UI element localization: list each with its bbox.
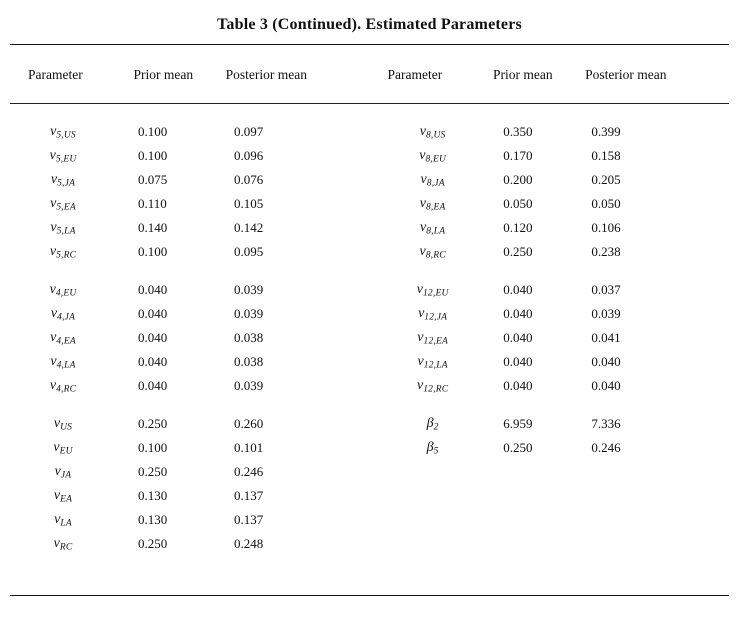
table-row — [10, 144, 384, 168]
table-row — [10, 532, 384, 556]
prior-mean-value: 0.040 — [138, 282, 168, 297]
table-row — [10, 484, 384, 508]
posterior-mean-value: 0.038 — [234, 330, 264, 345]
symbol-glyph: ν — [416, 281, 423, 297]
symbol-subscript: 12,EA — [423, 336, 448, 347]
prior-mean-value: 0.040 — [503, 354, 533, 369]
symbol-subscript: 8,EU — [425, 154, 447, 165]
parameter-symbol — [10, 220, 138, 237]
posterior-mean-value: 0.142 — [234, 220, 264, 235]
symbol-subscript: 4,LA — [56, 360, 76, 371]
symbol-glyph: ν — [420, 219, 427, 235]
table-row — [384, 302, 729, 326]
table-row — [384, 192, 729, 216]
table-row — [10, 412, 384, 436]
posterior-mean-value: 0.041 — [591, 330, 621, 345]
symbol-glyph: ν — [50, 353, 57, 369]
symbol-glyph: ν — [419, 195, 426, 211]
symbol-subscript: 8,LA — [426, 226, 446, 237]
posterior-mean-value: 0.399 — [591, 124, 621, 139]
prior-mean-value: 0.130 — [138, 488, 168, 503]
parameter-symbol — [10, 148, 138, 165]
table-row — [384, 436, 729, 460]
prior-mean-value: 6.959 — [503, 416, 533, 431]
prior-mean-value: 0.040 — [138, 378, 168, 393]
prior-mean-value: 0.040 — [503, 282, 533, 297]
symbol-subscript: EA — [60, 494, 73, 505]
symbol-glyph: β — [426, 439, 434, 455]
table-row — [384, 144, 729, 168]
table-right-panel — [384, 104, 729, 570]
prior-mean-value: 0.250 — [138, 416, 168, 431]
prior-mean-value: 0.040 — [138, 306, 168, 321]
posterior-mean-value: 0.076 — [234, 172, 264, 187]
parameter-symbol — [10, 306, 138, 323]
symbol-subscript: 5,US — [56, 130, 76, 141]
table-row — [384, 216, 729, 240]
table-row — [10, 374, 384, 398]
symbol-subscript: 4,JA — [57, 312, 76, 323]
table-bottom-rule-wrap — [0, 595, 739, 596]
table-row — [10, 120, 384, 144]
symbol-glyph: ν — [417, 353, 424, 369]
posterior-mean-value: 0.101 — [234, 440, 264, 455]
parameter-group — [384, 412, 729, 460]
symbol-glyph: ν — [419, 243, 426, 259]
symbol-subscript: RC — [59, 542, 73, 553]
posterior-mean-value: 0.040 — [591, 378, 621, 393]
table-row — [10, 460, 384, 484]
symbol-glyph: ν — [49, 243, 57, 259]
header-prior-right: Prior mean — [493, 67, 553, 82]
symbol-glyph: ν — [419, 123, 426, 139]
prior-mean-value: 0.100 — [138, 148, 168, 163]
prior-mean-value: 0.120 — [503, 220, 533, 235]
parameter-symbol — [10, 416, 138, 433]
table-left-panel — [10, 104, 384, 570]
parameter-symbol — [384, 244, 503, 261]
parameter-group — [384, 120, 729, 264]
posterior-mean-value: 0.039 — [234, 306, 264, 321]
parameter-symbol — [10, 196, 138, 213]
symbol-glyph: ν — [54, 463, 61, 479]
posterior-mean-value: 0.248 — [234, 536, 264, 551]
parameter-group — [10, 412, 384, 556]
prior-mean-value: 0.040 — [503, 378, 533, 393]
symbol-glyph: ν — [49, 377, 57, 393]
parameter-symbol — [10, 124, 138, 141]
prior-mean-value: 0.040 — [503, 330, 533, 345]
table-bottom-rule — [10, 595, 729, 596]
symbol-glyph: ν — [50, 219, 57, 235]
symbol-glyph: ν — [53, 487, 61, 503]
symbol-glyph: ν — [54, 511, 61, 527]
prior-mean-value: 0.200 — [503, 172, 533, 187]
parameter-symbol — [10, 378, 138, 395]
table-row — [10, 192, 384, 216]
symbol-subscript: 5,LA — [56, 226, 76, 237]
parameter-symbol — [384, 354, 503, 371]
parameter-symbol — [384, 440, 503, 457]
parameter-symbol — [384, 148, 503, 165]
posterior-mean-value: 0.158 — [591, 148, 621, 163]
prior-mean-value: 0.130 — [138, 512, 168, 527]
table-header-row — [0, 45, 739, 103]
table-body — [0, 104, 739, 570]
table-row — [10, 278, 384, 302]
table-row — [384, 168, 729, 192]
symbol-subscript: 8,JA — [426, 178, 445, 189]
symbol-glyph: β — [426, 415, 434, 431]
table-row — [10, 216, 384, 240]
parameter-symbol — [384, 172, 503, 189]
parameter-symbol — [10, 354, 138, 371]
symbol-subscript: 12,RC — [423, 384, 449, 395]
symbol-subscript: US — [60, 422, 73, 433]
table-row — [10, 240, 384, 264]
parameter-symbol — [10, 244, 138, 261]
table-row — [384, 412, 729, 436]
symbol-glyph: ν — [50, 305, 58, 321]
parameter-symbol — [384, 416, 503, 433]
posterior-mean-value: 0.260 — [234, 416, 264, 431]
posterior-mean-value: 7.336 — [591, 416, 621, 431]
prior-mean-value: 0.040 — [503, 306, 533, 321]
symbol-subscript: 4,EA — [56, 336, 76, 347]
symbol-glyph: ν — [417, 329, 424, 345]
symbol-subscript: 12,JA — [424, 312, 448, 323]
posterior-mean-value: 0.105 — [234, 196, 264, 211]
panel-top-spacer — [10, 104, 384, 120]
table-row — [384, 240, 729, 264]
symbol-subscript: 2 — [433, 422, 439, 433]
table-row — [384, 350, 729, 374]
prior-mean-value: 0.170 — [503, 148, 533, 163]
parameter-symbol — [10, 464, 138, 481]
symbol-glyph: ν — [53, 535, 60, 551]
symbol-subscript: LA — [60, 518, 72, 529]
symbol-subscript: 5,EA — [56, 202, 76, 213]
symbol-subscript: 5,EU — [55, 154, 77, 165]
posterior-mean-value: 0.238 — [591, 244, 621, 259]
header-parameter-right: Parameter — [387, 67, 443, 82]
symbol-glyph: ν — [49, 147, 56, 163]
parameter-symbol — [10, 536, 138, 553]
parameter-symbol — [10, 330, 138, 347]
symbol-glyph: ν — [420, 171, 427, 187]
posterior-mean-value: 0.040 — [591, 354, 621, 369]
table-row — [384, 120, 729, 144]
prior-mean-value: 0.140 — [138, 220, 168, 235]
table-row — [384, 374, 729, 398]
posterior-mean-value: 0.205 — [591, 172, 621, 187]
posterior-mean-value: 0.097 — [234, 124, 264, 139]
parameter-symbol — [384, 124, 503, 141]
header-posterior-left: Posterior mean — [225, 67, 307, 82]
symbol-glyph: ν — [417, 377, 424, 393]
prior-mean-value: 0.350 — [503, 124, 533, 139]
prior-mean-value: 0.040 — [138, 354, 168, 369]
posterior-mean-value: 0.106 — [591, 220, 621, 235]
prior-mean-value: 0.075 — [138, 172, 168, 187]
symbol-glyph: ν — [53, 415, 61, 431]
prior-mean-value: 0.100 — [138, 244, 168, 259]
posterior-mean-value: 0.039 — [591, 306, 621, 321]
symbol-glyph: ν — [50, 195, 57, 211]
symbol-glyph: ν — [50, 123, 57, 139]
parameter-group — [10, 278, 384, 398]
symbol-subscript: 4,EU — [55, 288, 77, 299]
prior-mean-value: 0.110 — [138, 196, 167, 211]
prior-mean-value: 0.040 — [138, 330, 168, 345]
symbol-glyph: ν — [49, 281, 56, 297]
prior-mean-value: 0.100 — [138, 440, 168, 455]
prior-mean-value: 0.250 — [503, 244, 533, 259]
table-row — [384, 278, 729, 302]
symbol-subscript: 8,US — [425, 130, 446, 141]
table-row — [384, 326, 729, 350]
symbol-glyph: ν — [53, 439, 60, 455]
posterior-mean-value: 0.137 — [234, 488, 264, 503]
symbol-glyph: ν — [50, 329, 57, 345]
parameter-symbol — [384, 306, 503, 323]
parameter-symbol — [384, 282, 503, 299]
parameter-symbol — [10, 172, 138, 189]
symbol-subscript: 5 — [433, 446, 439, 457]
posterior-mean-value: 0.038 — [234, 354, 264, 369]
parameter-symbol — [10, 282, 138, 299]
posterior-mean-value: 0.050 — [591, 196, 621, 211]
symbol-subscript: 5,JA — [57, 178, 76, 189]
table-row — [10, 436, 384, 460]
posterior-mean-value: 0.039 — [234, 378, 264, 393]
symbol-subscript: JA — [60, 470, 72, 481]
parameter-group — [384, 278, 729, 398]
posterior-mean-value: 0.246 — [234, 464, 264, 479]
parameter-symbol — [10, 440, 138, 457]
table-row — [10, 508, 384, 532]
symbol-glyph: ν — [50, 171, 58, 187]
symbol-subscript: 12,EU — [422, 288, 449, 299]
parameter-symbol — [10, 512, 138, 529]
parameter-symbol — [384, 330, 503, 347]
parameter-symbol — [384, 378, 503, 395]
posterior-mean-value: 0.246 — [591, 440, 621, 455]
header-posterior-right: Posterior mean — [585, 67, 667, 82]
posterior-mean-value: 0.096 — [234, 148, 264, 163]
symbol-subscript: 12,LA — [423, 360, 448, 371]
posterior-mean-value: 0.037 — [591, 282, 621, 297]
prior-mean-value: 0.250 — [503, 440, 533, 455]
table-row — [10, 302, 384, 326]
prior-mean-value: 0.250 — [138, 536, 168, 551]
parameter-group — [10, 120, 384, 264]
posterior-mean-value: 0.137 — [234, 512, 264, 527]
parameter-symbol — [384, 196, 503, 213]
table-row — [10, 326, 384, 350]
posterior-mean-value: 0.095 — [234, 244, 264, 259]
symbol-subscript: 4,RC — [56, 384, 77, 395]
table-row — [10, 168, 384, 192]
table-row — [10, 350, 384, 374]
symbol-subscript: 5,RC — [56, 250, 77, 261]
symbol-subscript: 8,EA — [425, 202, 446, 213]
header-prior-left: Prior mean — [133, 67, 194, 82]
header-parameter-left: Parameter — [28, 67, 83, 82]
symbol-subscript: EU — [59, 446, 73, 457]
page-title: Table 3 (Continued). Estimated Parameters — [217, 16, 522, 33]
prior-mean-value: 0.250 — [138, 464, 168, 479]
panel-top-spacer — [384, 104, 729, 120]
prior-mean-value: 0.050 — [503, 196, 533, 211]
symbol-subscript: 8,RC — [425, 250, 446, 261]
symbol-glyph: ν — [418, 305, 425, 321]
parameter-symbol — [10, 488, 138, 505]
prior-mean-value: 0.100 — [138, 124, 168, 139]
parameter-symbol — [384, 220, 503, 237]
symbol-glyph: ν — [419, 147, 426, 163]
posterior-mean-value: 0.039 — [234, 282, 264, 297]
